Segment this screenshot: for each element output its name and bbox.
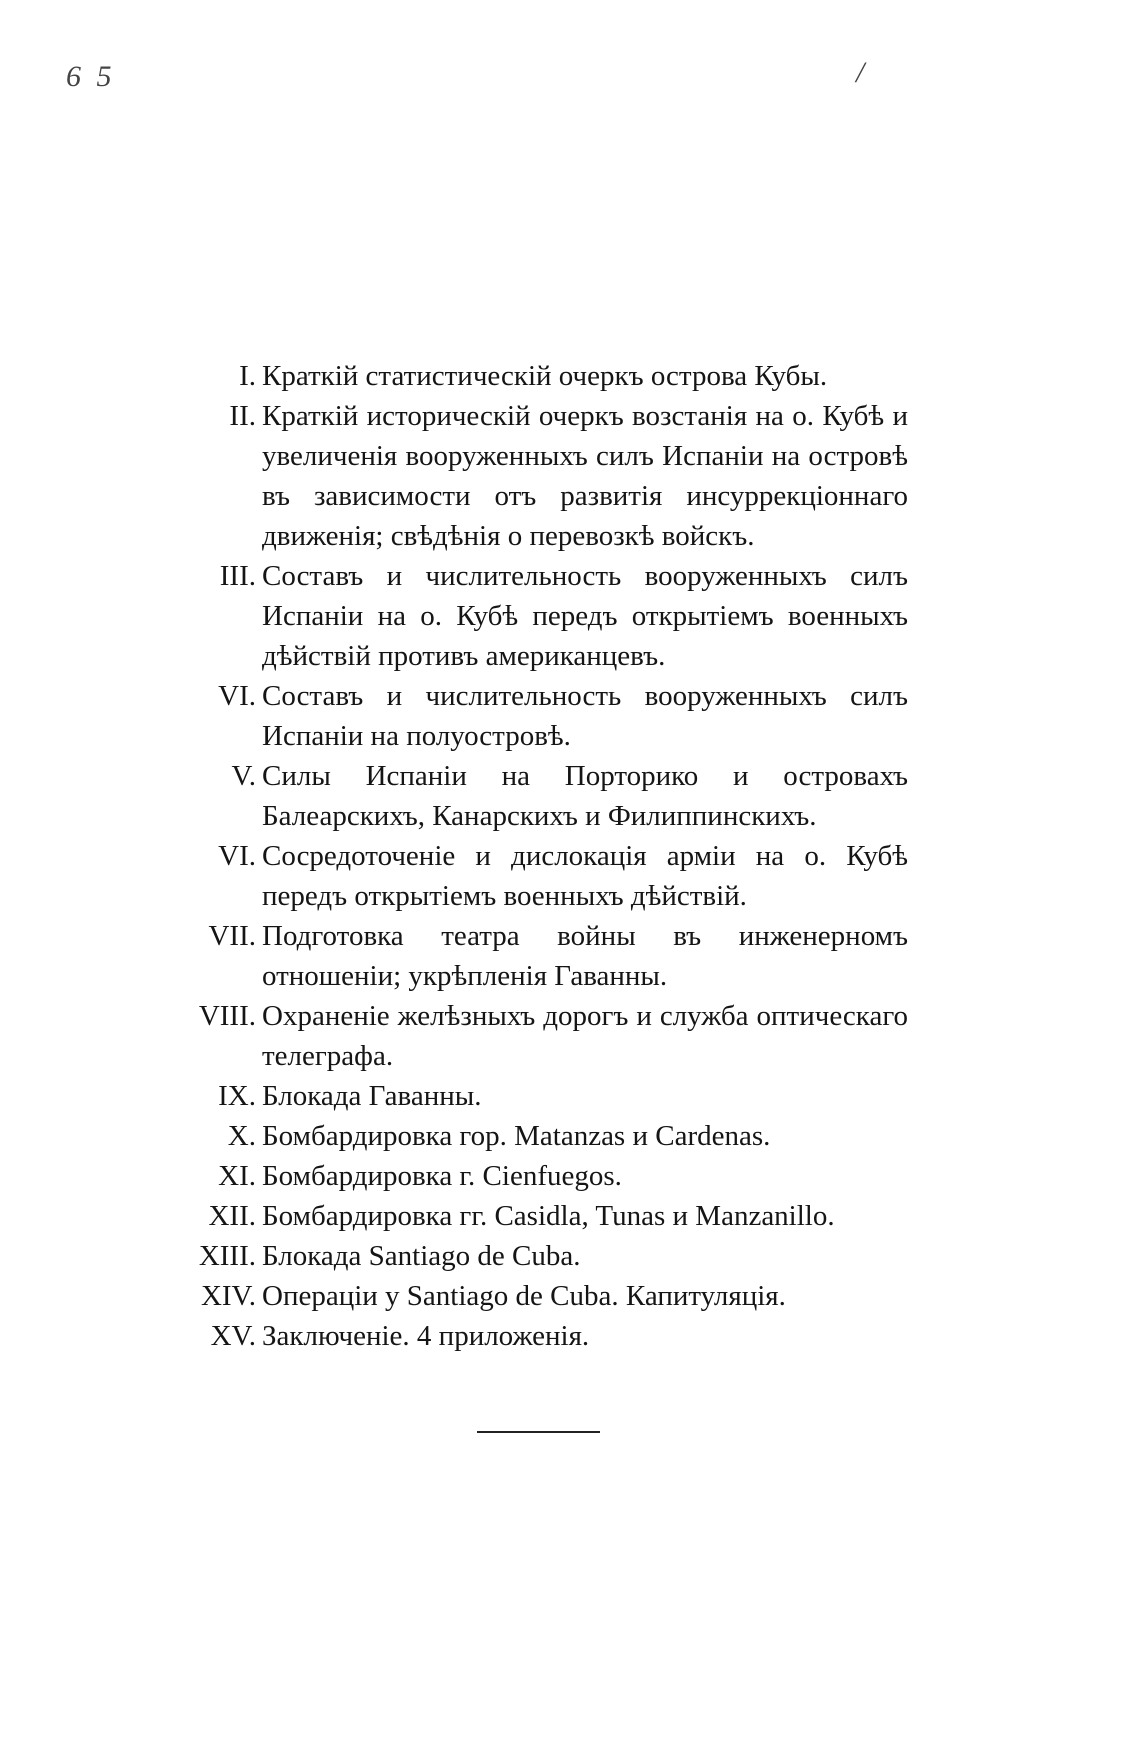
toc-entry-9 xyxy=(0,1076,1140,1116)
toc-entry-6 xyxy=(0,836,1140,916)
toc-entry-number: VIII. xyxy=(198,1000,256,1032)
toc-entry-text: Составъ и числительность вооруженныхъ силъ Испаніи на о. Кубѣ передъ открытіемъ военныхъ дѣйствій противъ американцевъ. xyxy=(262,560,908,672)
toc-entry-13 xyxy=(0,1236,1140,1276)
toc-entry-text: Сосредоточеніе и дислокація арміи на о. Кубѣ передъ открытіемъ военныхъ дѣйствій. xyxy=(262,840,908,912)
toc-entry-11 xyxy=(0,1156,1140,1196)
toc-entry-number: I. xyxy=(239,360,256,392)
toc-entry-number: XIV. xyxy=(200,1280,256,1312)
toc-entry-number: VII. xyxy=(208,920,256,952)
toc-entry-number: X. xyxy=(227,1120,256,1152)
toc-entry-1 xyxy=(0,356,1140,396)
toc-entry-15 xyxy=(0,1316,1140,1356)
toc-entry-text: Бомбардировка гор. Matanzas и Cardenas. xyxy=(262,1120,771,1152)
toc-entry-number: XIII. xyxy=(198,1240,256,1272)
toc-entry-14 xyxy=(0,1276,1140,1316)
toc-entry-number: VI. xyxy=(218,680,256,712)
handwritten-mark: / xyxy=(856,56,865,89)
toc-entry-text: Краткій статистическій очеркъ острова Кубы. xyxy=(262,360,828,392)
handwritten-page-number: 6 5 xyxy=(66,60,116,93)
toc-entry-text: Охраненіе желѣзныхъ дорогъ и служба оптическаго телеграфа. xyxy=(262,1000,908,1072)
toc-entry-2 xyxy=(0,396,1140,556)
toc-entry-5 xyxy=(0,756,1140,836)
toc-entry-number: XV. xyxy=(210,1320,256,1352)
toc-entry-text: Блокада Гаванны. xyxy=(262,1080,482,1112)
toc-entry-7 xyxy=(0,916,1140,996)
toc-entry-text: Блокада Santiago de Cuba. xyxy=(262,1240,581,1272)
toc-entry-8 xyxy=(0,996,1140,1076)
toc-entry-3 xyxy=(0,556,1140,676)
toc-entry-number: II. xyxy=(229,400,256,432)
toc-entry-text: Заключеніе. 4 приложенія. xyxy=(262,1320,590,1352)
toc-entry-number: XI. xyxy=(218,1160,256,1192)
toc-entry-number: XII. xyxy=(208,1200,256,1232)
toc-entry-4 xyxy=(0,676,1140,756)
toc-entry-text: Краткій историческій очеркъ возстанія на о. Кубѣ и увеличенія вооруженныхъ силъ Испаніи на островѣ въ зависимости отъ развитія инсуррекціоннаго движенія; свѣдѣнія о перевозкѣ войскъ. xyxy=(262,400,908,552)
toc-entry-12 xyxy=(0,1196,1140,1236)
horizontal-divider xyxy=(477,1431,600,1433)
toc-entry-text: Подготовка театра войны въ инженерномъ отношеніи; укрѣпленія Гаванны. xyxy=(262,920,908,992)
toc-entry-number: VI. xyxy=(218,840,256,872)
toc-entry-number: III. xyxy=(219,560,256,592)
toc-entry-text: Бомбардировка гг. Casidla, Tunas и Manzanillo. xyxy=(262,1200,835,1232)
toc-entry-text: Составъ и числительность вооруженныхъ силъ Испаніи на полуостровѣ. xyxy=(262,680,908,752)
toc-entry-number: IX. xyxy=(218,1080,256,1112)
table-of-contents xyxy=(0,356,1140,1356)
toc-entry-number: V. xyxy=(231,760,256,792)
toc-entry-10 xyxy=(0,1116,1140,1156)
toc-entry-text: Бомбардировка г. Cienfuegos. xyxy=(262,1160,622,1192)
toc-entry-text: Операціи у Santiago de Cuba. Капитуляція. xyxy=(262,1280,786,1312)
toc-entry-text: Силы Испаніи на Порторико и островахъ Балеарскихъ, Канарскихъ и Филиппинскихъ. xyxy=(262,760,908,832)
